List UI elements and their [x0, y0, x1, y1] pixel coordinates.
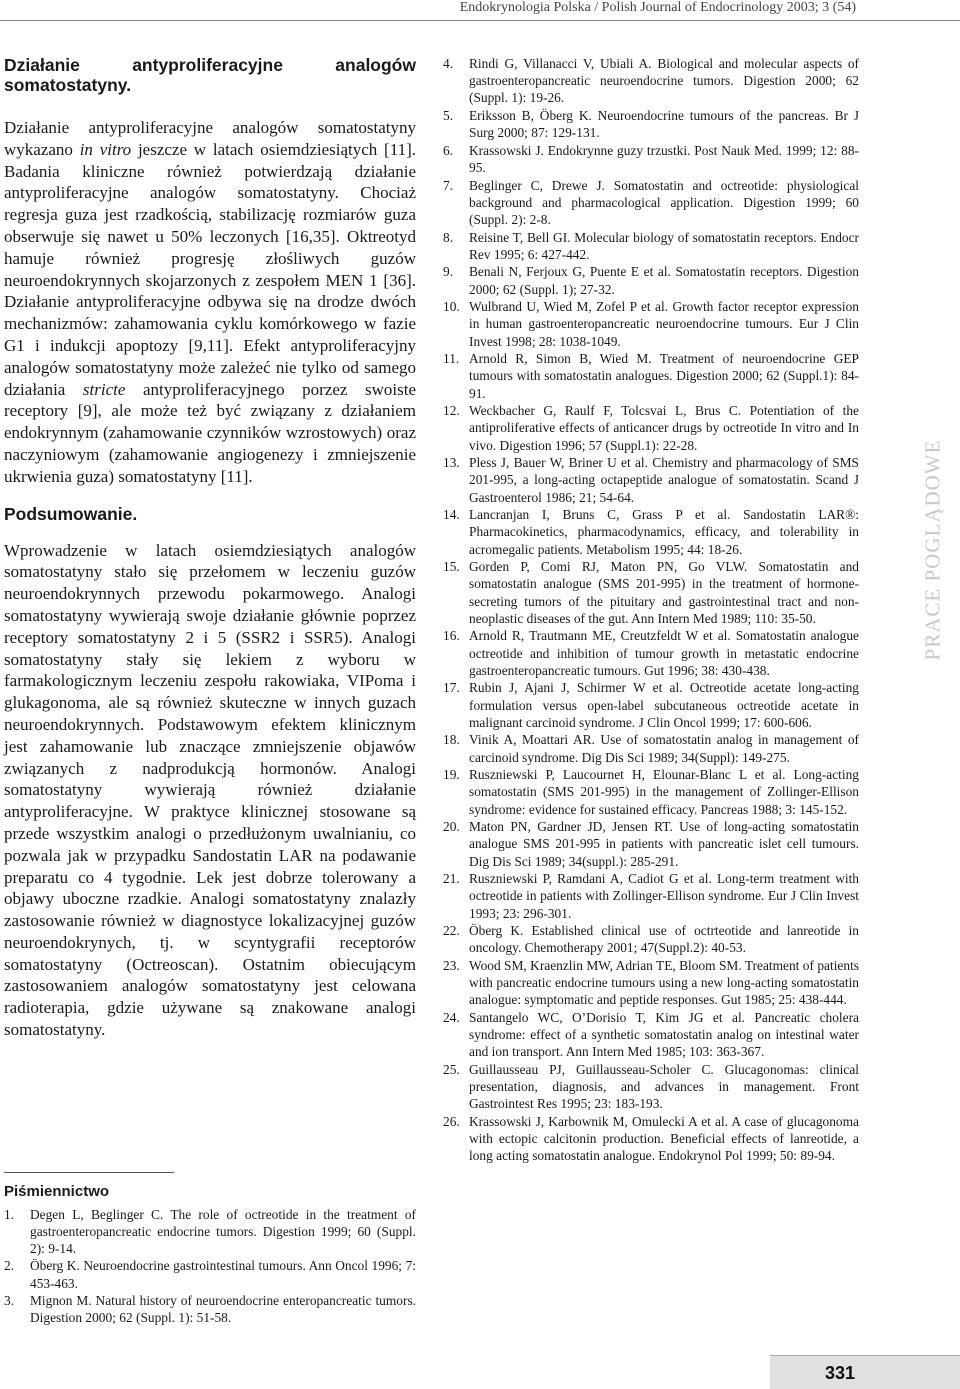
section-heading-summary: Podsumowanie.: [4, 503, 138, 524]
section-side-label: [898, 440, 960, 660]
reference-item: [443, 454, 859, 506]
reference-text: Arnold R, Trautmann ME, Creutzfeldt W et al. Somatostatin analogue octreotide and inhibition of tumour growth in metastatic endocrine gastroenteropancreatic tumours. Gut 1996; 38: 430-438.: [469, 628, 859, 678]
reference-number: 19.: [443, 767, 460, 783]
reference-text: Rubin J, Ajani J, Schirmer W et al. Octreotide acetate long-acting formulation versus open-label subcutaneous octreotide acetate in malignant carcinoid syndrome. J Clin Oncol 1999; 17: 600-606.: [469, 680, 859, 730]
reference-number: 23.: [443, 957, 460, 973]
reference-item: [443, 177, 859, 229]
heading-line-1: Działanie antyproliferacyjne analogów: [4, 55, 416, 75]
reference-text: Benali N, Ferjoux G, Puente E et al. Somatostatin receptors. Digestion 2000; 62 (Suppl. 1); 27-32.: [469, 264, 859, 297]
side-label-text: PRACE POGLĄDOWE: [920, 439, 945, 661]
reference-number: 12.: [443, 403, 460, 419]
reference-number: 20.: [443, 819, 460, 835]
reference-item: [443, 957, 859, 1009]
reference-number: 6.: [443, 142, 454, 158]
reference-list-right: [443, 55, 859, 1165]
reference-item: [443, 1061, 859, 1113]
reference-number: 7.: [443, 177, 454, 193]
reference-item: [443, 818, 859, 870]
reference-number: 15.: [443, 559, 460, 575]
reference-number: 26.: [443, 1113, 460, 1129]
reference-text: Beglinger C, Drewe J. Somatostatin and octreotide: physiological background and pharmacological application. Digestion 1999; 60 (Suppl. 2): 2-8.: [469, 177, 859, 227]
reference-number: 14.: [443, 507, 460, 523]
reference-text: Krassowski J. Endokrynne guzy trzustki. Post Nauk Med. 1999; 12: 88-95.: [469, 142, 859, 175]
reference-item: [4, 1206, 416, 1258]
reference-text: Weckbacher G, Raulf F, Tolcsvai L, Brus C. Potentiation of the antiproliferative effects of anticancer drugs by octreotide In vitro and In vivo. Digestion 1996; 57 (Suppl.1): 22-28.: [469, 403, 859, 453]
reference-text: Eriksson B, Öberg K. Neuroendocrine tumours of the pancreas. Br J Surg 2000; 87: 129-131.: [469, 108, 859, 141]
reference-number: 8.: [443, 229, 454, 245]
reference-text: Wulbrand U, Wied M, Zofel P et al. Growth factor receptor expression in human gastroenteropancreatic neuroendocrine tumours. Eur J Clin Invest 1998; 28: 1038-1049.: [469, 299, 859, 349]
heading-line-2: somatostatyny.: [4, 75, 132, 95]
reference-text: Wood SM, Kraenzlin MW, Adrian TE, Bloom SM. Treatment of patients with pancreatic endocrine tumours using a new long-acting somatostatin analogue: symptomatic and peptide responses. Gut 1985; 25: 438-444.: [469, 957, 859, 1008]
reference-number: 16.: [443, 628, 460, 644]
reference-number: 24.: [443, 1009, 460, 1025]
journal-header: Endokrynologia Polska / Polish Journal of Endocrinology 2003; 3 (54): [459, 0, 856, 15]
reference-list-left: [4, 1206, 416, 1326]
reference-item: [443, 627, 859, 679]
reference-number: 10.: [443, 299, 460, 315]
reference-text: Öberg K. Neuroendocrine gastrointestinal tumours. Ann Oncol 1996; 7: 453-463.: [30, 1258, 416, 1291]
page-number: 331: [824, 1363, 855, 1383]
reference-text: Ruszniewski P, Ramdani A, Cadiot G et al. Long-term treatment with octreotide in patients with Zollinger-Ellison syndrome. Eur J Clin Invest 1993; 23: 296-301.: [469, 871, 859, 921]
bibliography-divider: [4, 1172, 174, 1173]
reference-number: 4.: [443, 56, 454, 71]
reference-text: Mignon M. Natural history of neuroendocrine enteropancreatic tumors. Digestion 2000; 62 (Suppl. 1): 51-58.: [30, 1292, 416, 1326]
reference-item: [443, 766, 859, 818]
reference-item: [443, 107, 859, 141]
reference-number: 21.: [443, 871, 460, 887]
para1-text-a: Działanie antyproliferacyjne analogów somatostatyny wykazano: [4, 118, 416, 159]
reference-item: [443, 506, 859, 558]
left-column: [4, 55, 416, 1326]
reference-text: Ruszniewski P, Laucournet H, Elounar-Blanc L et al. Long-acting somatostatin (SMS 201-995) in the management of Zollinger-Ellison syndrome: evidence for sustained efficacy. Pancreas 1988; 3: 145-152.: [469, 767, 859, 817]
reference-item: [443, 1009, 859, 1061]
para1-italic: in vitro: [79, 139, 132, 159]
bibliography-heading: Piśmiennictwo: [4, 1182, 110, 1200]
reference-text: Reisine T, Bell GI. Molecular biology of somatostatin receptors. Endocr Rev 1995; 6: 427-442.: [469, 229, 859, 262]
reference-text: Arnold R, Simon B, Wied M. Treatment of neuroendocrine GEP tumours with somatostatin analogues. Digestion 2000; 62 (Suppl.1): 84-91.: [469, 351, 859, 401]
reference-number: 22.: [443, 923, 460, 939]
reference-item: [443, 679, 859, 731]
reference-item: [443, 229, 859, 263]
para1-text-b: jeszcze w latach osiemdziesiątych [11]. Badania kliniczne również potwierdzają działanie antyproliferacyjne analogów somatostatyny. Chociaż regresja guza jest rzadkością, stabilizację rozmiarów guza obserwuje się nawet u 50% leczonych [16,35]. Oktreotyd hamuje również progresję złośliwych guzów neuroendokrynnych skojarzonych z zespołem MEN 1 [36]. Działanie antyproliferacyjne odbywa się na drodze dwóch mechanizmów: zahamowania cyklu komórkowego w fazie G1 i indukcji apoptozy [9,11]. Efekt antyproliferacyjny analogów somatostatyny może zależeć nie tylko od samego działania: [4, 139, 417, 399]
reference-item: [4, 1292, 416, 1326]
reference-item: [443, 731, 859, 765]
reference-number: 11.: [443, 351, 460, 367]
reference-text: Maton PN, Gardner JD, Jensen RT. Use of long-acting somatostatin analogue SMS 201-995 in patients with pancreatic islet cell tumours. Dig Dis Sci 1989; 34(suppl.): 285-291.: [469, 819, 859, 869]
reference-number: 5.: [443, 108, 454, 123]
para1-text-c: antyproliferacyjnego porzez swoiste receptory [9], ale może też być związany z działaniem endokrynnym (zahamowanie czynników wzrostowych) oraz naczyniowym (zahamowanie angiogenezy i zmniejszenie ukrwienia guza) somatostatyny [11].: [4, 379, 416, 486]
reference-number: 25.: [443, 1061, 460, 1077]
header-rule: [0, 20, 960, 21]
reference-item: [443, 922, 859, 956]
reference-text: Lancranjan I, Bruns C, Grass P et al. Sandostatin LAR®: Pharmacokinetics, pharmacodynamics, efficacy, and tolerability in acromegalic patients. Metabolism 1995; 44: 18-26.: [469, 507, 859, 557]
reference-number: 17.: [443, 680, 460, 696]
reference-item: [443, 870, 859, 922]
reference-item: [443, 298, 859, 350]
reference-item: [443, 350, 859, 402]
reference-text: Degen L, Beglinger C. The role of octreotide in the treatment of gastroenteropancreatic endocrine tumors. Digestion 1999; 60 (Suppl. 2): 9-14.: [30, 1206, 416, 1257]
section-heading-antiproliferative: [4, 55, 416, 95]
reference-number: 13.: [443, 455, 460, 471]
reference-number: 18.: [443, 732, 460, 748]
reference-item: [4, 1257, 416, 1291]
para1-italic-2: stricte: [82, 379, 126, 399]
reference-number: 9.: [443, 264, 454, 280]
reference-item: [443, 402, 859, 454]
paragraph-summary: Wprowadzenie w latach osiemdziesiątych analogów somatostatyny stało się przełomem w leczeniu guzów neuroendokrynnych przewodu pokarmowego. Analogi somatostatyny wywierają swoje działanie głównie poprzez receptory somatostatyny 2 i 5 (SSR2 i SSR5). Analogi somatostatyny stały się lekiem z wyboru w farmakologicznym leczeniu zespołu rakowiaka, VIPoma i glukagonoma, ale są również skuteczne w innych guzach neuroendokrynnych. Podstawowym efektem klinicznym jest zahamowanie lub znaczące zmniejszenie objawów związanych z nadprodukcją hormonów. Analogi somatostatyny wywierają również działanie antyproliferacyjne. W praktyce klinicznej stosowane są przede wszystkim analogi o przedłużonym uwalnianiu, co pozwala jak w przypadku Sandostatin LAR na podawanie preparatu co 4 tygodnie. Lek jest dobrze tolerowany a objawy uboczne rzadkie. Analogi somatostatyny znalazły zastosowanie również w diagnostyce lokalizacyjnej guzów neuroendokrynych, tj. w scyntygrafii receptorów somatostatyny (Octreoscan). Ostatnim obiecującym zastosowaniem analogów somatostatyny jest celowana radioterapia, gdzie używane są znakowane analogi somatostatyny.: [4, 540, 416, 1040]
reference-item: [443, 558, 859, 627]
reference-item: [443, 1113, 859, 1165]
reference-text: Vinik A, Moattari AR. Use of somatostatin analog in management of carcinoid syndrome. Dig Dis Sci 1989; 34(Suppl): 149-275.: [469, 732, 859, 765]
reference-text: Gorden P, Comi RJ, Maton PN, Go VLW. Somatostatin and somatostatin analogue (SMS 201-995) in the treatment of hormone-secreting tumors of the pituitary and gastrointestinal tract and non-neoplastic diseases of the gut. Ann Intern Med 1989; 110: 35-50.: [469, 559, 859, 626]
reference-item: [443, 263, 859, 297]
reference-text: Santangelo WC, O’Dorisio T, Kim JG et al. Pancreatic cholera syndrome: effect of a synthetic somatostatin analog on intestinal water and ion transport. Ann Intern Med 1985; 103: 363-367.: [469, 1009, 859, 1060]
page-number-block: [770, 1356, 960, 1389]
reference-text: Pless J, Bauer W, Briner U et al. Chemistry and pharmacology of SMS 201-995, a long-acting octapeptide analogue of somatostatin. Scand J Gastroenterol 1986; 21; 54-64.: [469, 455, 859, 505]
reference-text: Rindi G, Villanacci V, Ubiali A. Biological and molecular aspects of gastroenteropancreatic neuroendocrine tumors. Digestion 2000; 62 (Suppl. 1): 19-26.: [469, 56, 859, 106]
paragraph-antiproliferative: [4, 117, 416, 488]
reference-number: 1.: [4, 1206, 15, 1222]
reference-item: [443, 142, 859, 176]
reference-text: Öberg K. Established clinical use of octrteotide and lanreotide in oncology. Chemotherapy 2001; 47(Suppl.2): 40-53.: [469, 923, 859, 956]
reference-text: Krassowski J, Karbownik M, Omulecki A et al. A case of glucagonoma with ectopic calcitonin production. Beneficial effects of lanreotide, a long acting somatostatin analogue. Endokrynol Pol 1999; 50: 89-94.: [469, 1113, 859, 1164]
reference-item: [443, 55, 859, 107]
reference-number: 3.: [4, 1292, 15, 1308]
right-column: [443, 55, 859, 1165]
reference-number: 2.: [4, 1258, 15, 1274]
reference-text: Guillausseau PJ, Guillausseau-Scholer C. Glucagonomas: clinical presentation, diagnosis, and advances in management. Front Gastrointest Res 1995; 23: 183-193.: [469, 1061, 859, 1112]
